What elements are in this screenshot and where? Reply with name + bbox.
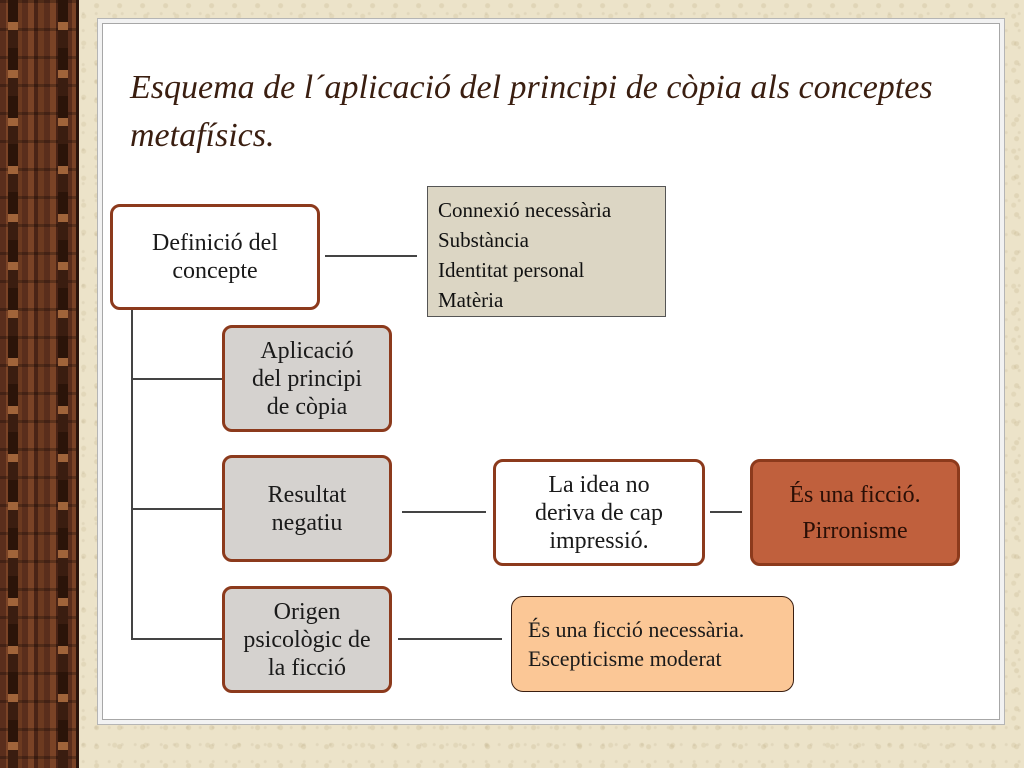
concepts-box [427,186,666,317]
origin-line: la ficció [268,654,346,681]
origin-box [222,586,392,693]
connector-definition-concepts [325,255,417,257]
connector-idea-fiction [710,511,742,513]
application-line: Aplicació [260,337,354,364]
definition-line: concepte [172,258,258,284]
application-box [222,325,392,432]
result-box [222,455,392,562]
concept-item: Matèria [438,288,504,312]
application-line: del principi [252,365,362,392]
connector-branch-result [131,508,222,510]
necessary-fiction-line: Escepticisme moderat [528,646,722,671]
concept-item: Identitat personal [438,258,585,282]
fiction-line: Pirronisme [802,517,908,544]
connector-branch-application [131,378,222,380]
result-line: Resultat [267,481,347,508]
definition-line: Definició del [152,230,278,256]
result-line: negatiu [271,509,343,536]
application-line: de còpia [266,393,348,420]
concept-item: Connexió necessària [438,198,612,222]
connector-branch-origin [131,638,222,640]
idea-line: impressió. [549,527,649,554]
connector-origin-necessary [398,638,502,640]
wood-post [58,0,68,768]
decorative-wood-strip [0,0,79,768]
connector-vertical [131,310,133,639]
wood-post [8,0,18,768]
idea-line: La idea no [548,471,650,498]
origin-line: psicològic de [243,626,371,653]
fiction-box [750,459,960,566]
necessary-fiction-box [511,596,794,692]
necessary-fiction-line: És una ficció necessària. [528,617,745,642]
fiction-line: És una ficció. [789,481,921,508]
connector-result-idea [402,511,486,513]
definition-box [110,204,320,310]
origin-line: Origen [273,598,341,625]
slide-title: Esquema de l´aplicació del principi de còpia als conceptes metafísics. [130,69,933,154]
idea-box [493,459,705,566]
idea-line: deriva de cap [535,499,663,526]
concept-item: Substància [438,228,529,252]
